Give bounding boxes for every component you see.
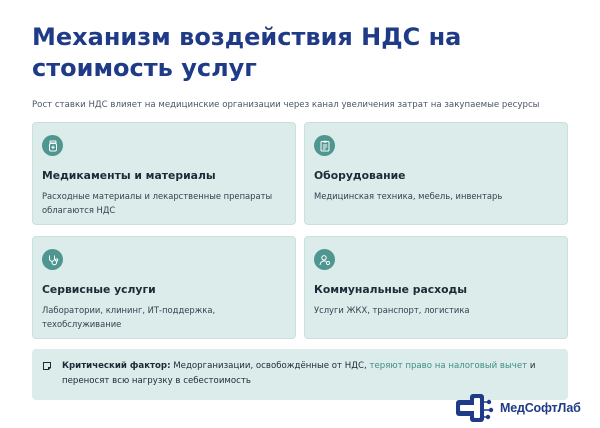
- card-title: Оборудование: [314, 169, 406, 182]
- card-title: Коммунальные расходы: [314, 283, 467, 296]
- callout-text: [62, 359, 552, 389]
- card-services: [32, 236, 296, 339]
- logo-text: МедСофтЛаб: [500, 401, 581, 415]
- callout-text-before: Медорганизации, освобождённые от НДС,: [173, 361, 367, 371]
- card-equipment: [304, 122, 568, 225]
- card-utilities: [304, 236, 568, 339]
- card-description: Лаборатории, клининг, ИТ-поддержка, техобслуживание: [42, 305, 216, 329]
- card-medicines: [32, 122, 296, 225]
- callout-label: Критический фактор:: [62, 361, 171, 371]
- card-description: Медицинская техника, мебель, инвентарь: [314, 191, 503, 201]
- user-gear-icon: [314, 249, 335, 270]
- card-description: Услуги ЖКХ, транспорт, логистика: [314, 305, 470, 315]
- card-description: Расходные материалы и лекарственные препараты облагаются НДС: [42, 191, 273, 215]
- callout-text-after: и переносят всю нагрузку в себестоимость: [62, 361, 536, 386]
- card-title: Сервисные услуги: [42, 283, 156, 296]
- logo-mark-icon: [454, 392, 496, 424]
- stethoscope-icon: [42, 249, 63, 270]
- page-title: Механизм воздействия НДС на стоимость услуг: [32, 23, 462, 82]
- card-title: Медикаменты и материалы: [42, 169, 216, 182]
- page-subtitle: Рост ставки НДС влияет на медицинские организации через канал увеличения затрат на закупаемые ресурсы: [32, 100, 540, 110]
- medicine-bottle-icon: [42, 135, 63, 156]
- callout-highlight: теряют право на налоговый вычет: [369, 361, 528, 371]
- company-logo: [454, 392, 581, 424]
- clipboard-list-icon: [314, 135, 335, 156]
- note-icon: [42, 361, 52, 371]
